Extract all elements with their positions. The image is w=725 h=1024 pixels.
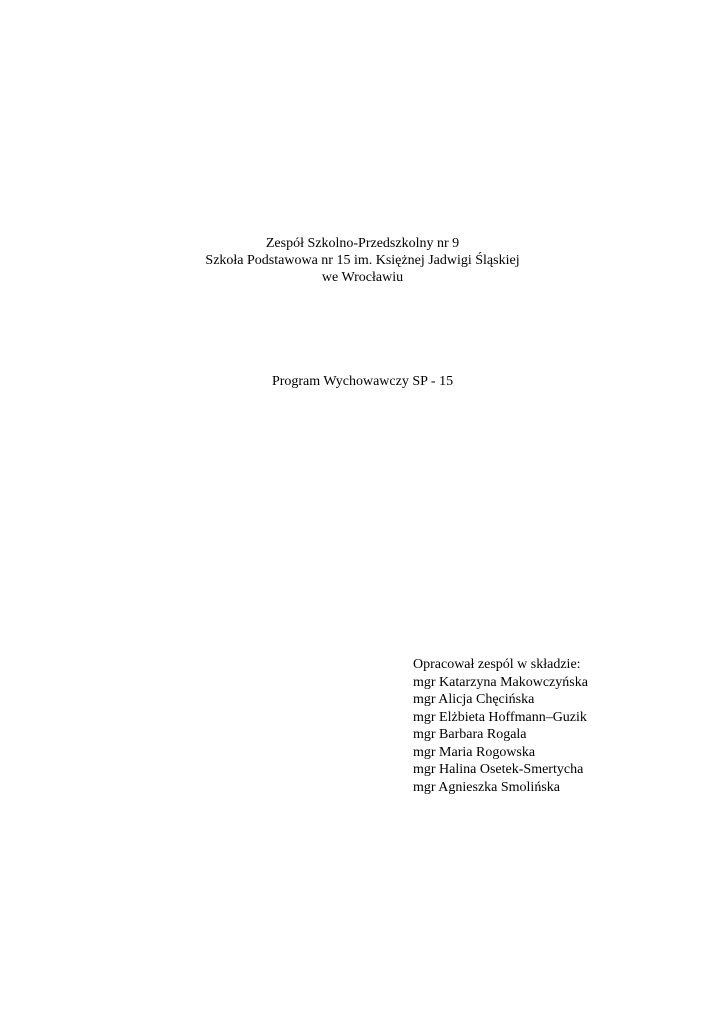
authors-intro: Opracował zespól w składzie: xyxy=(413,657,581,672)
school-name: Szkoła Podstawowa nr 15 im. Księżnej Jadwigi Śląskiej xyxy=(205,253,520,268)
author-name: mgr Elżbieta Hoffmann–Guzik xyxy=(413,709,587,725)
author-name: mgr Katarzyna Makowczyńska xyxy=(413,674,588,690)
school-city: we Wrocławiu xyxy=(321,270,404,285)
author-name: mgr Barbara Rogala xyxy=(413,727,527,742)
school-complex-name: Zespół Szkolno-Przedszkolny nr 9 xyxy=(265,236,460,251)
school-header xyxy=(0,235,725,286)
author-name: mgr Alicja Chęcińska xyxy=(413,692,535,707)
authors-block xyxy=(413,656,588,796)
author-name: mgr Agnieszka Smolińska xyxy=(413,779,560,795)
document-title: Program Wychowawczy SP - 15 xyxy=(271,374,454,389)
author-name: mgr Maria Rogowska xyxy=(413,744,536,760)
author-name: mgr Halina Osetek-Smertycha xyxy=(413,762,584,777)
